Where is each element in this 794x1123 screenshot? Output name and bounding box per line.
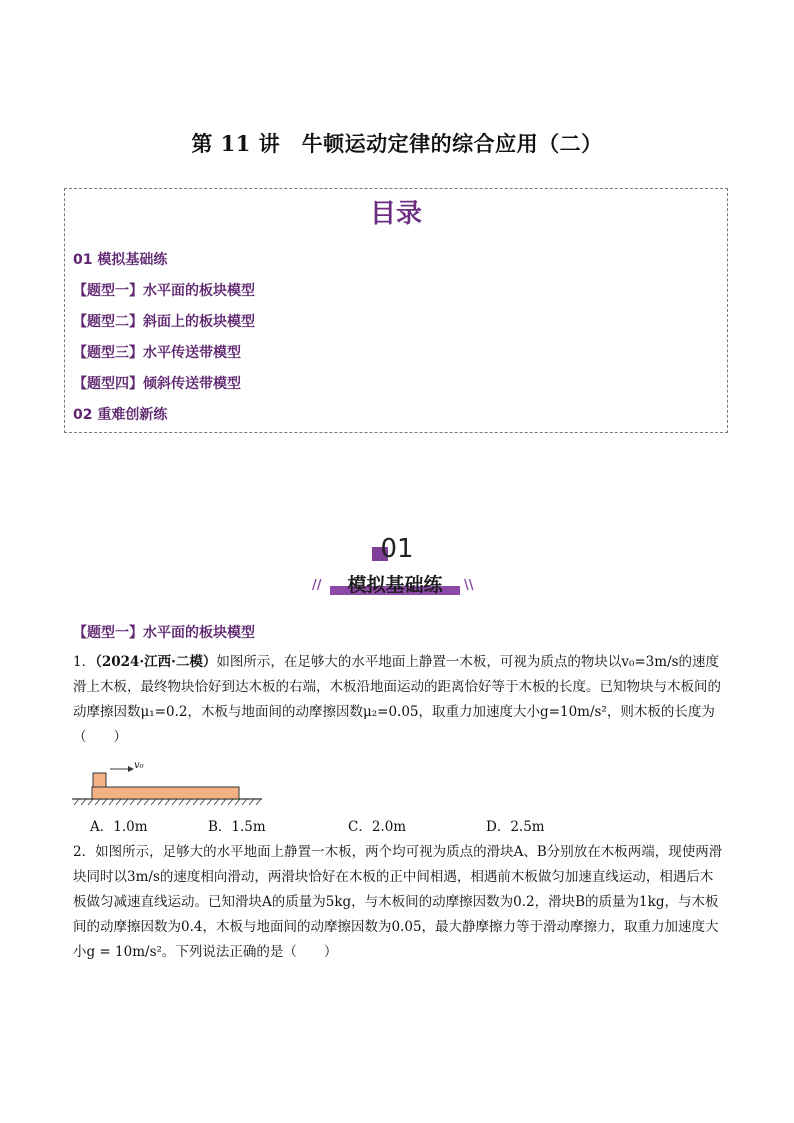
question-2 <box>73 840 723 965</box>
option-a[interactable]: A．1.0m <box>90 819 148 835</box>
option-c[interactable]: C．2.0m <box>348 819 407 835</box>
question-1-source: （2024·江西·二模） <box>95 654 217 670</box>
toc-item-01[interactable]: 01 模拟基础练 <box>73 252 168 268</box>
option-b[interactable]: B．1.5m <box>208 819 266 835</box>
banner-right-decoration: \\ <box>464 578 474 593</box>
velocity-arrow <box>110 766 134 772</box>
toc-item-type1[interactable]: 【题型一】水平面的板块模型 <box>73 283 255 299</box>
question-1-text: 如图所示，在足够大的水平地面上静置一木板，可视为质点的物块以v₀=3m/s的速度滑上木板，最终物块恰好到达木板的右端，木板沿地面运动的距离恰好等于木板的长度。已知物块与木板间的动摩擦因数μ₁=0.2，木板与地面间的动摩擦因数μ₂=0.05，取重力加速度大小g=10m/s²，则木板的长度为（ ） <box>73 654 721 745</box>
question-2-text: 如图所示，足够大的水平地面上静置一木板，两个均可视为质点的滑块A、B分别放在木板两端，现使两滑块同时以3m/s的速度相向滑动，两滑块恰好在木板的正中间相遇，相遇前木板做匀加速直线运动，相遇后木板做匀减速直线运动。已知滑块A的质量为5kg，与木板间的动摩擦因数为0.2，滑块B的质量为1kg，与木板间的动摩擦因数为0.4，木板与地面间的动摩擦因数为0.05，最大静摩擦力等于滑动摩擦力，取重力加速度大小g = 10m/s²。下列说法正确的是（ ） <box>73 844 723 960</box>
toc-item-type2[interactable]: 【题型二】斜面上的板块模型 <box>73 314 255 330</box>
option-d[interactable]: D．2.5m <box>486 819 545 835</box>
section-title: 模拟基础练 <box>347 574 443 596</box>
question-1-number: 1． <box>73 654 96 670</box>
section-number: 01 <box>380 534 414 564</box>
question-1 <box>73 650 723 750</box>
page-title: 第 11 讲 牛顿运动定律的综合应用（二） <box>191 131 603 156</box>
wooden-board <box>92 787 239 799</box>
toc-item-type3[interactable]: 【题型三】水平传送带模型 <box>73 345 241 361</box>
board-block-diagram <box>70 758 270 808</box>
toc-heading: 目录 <box>369 199 422 229</box>
toc-item-type4[interactable]: 【题型四】倾斜传送带模型 <box>73 376 241 392</box>
toc-item-02[interactable]: 02 重难创新练 <box>73 407 168 423</box>
small-block <box>93 773 106 787</box>
velocity-label: v₀ <box>134 760 144 771</box>
banner-left-decoration: // <box>312 578 322 593</box>
section-banner <box>330 570 460 598</box>
question-2-number: 2． <box>73 844 96 860</box>
ground-hatching <box>72 799 262 805</box>
question-type-heading: 【题型一】水平面的板块模型 <box>73 625 255 641</box>
table-of-contents <box>64 188 728 433</box>
